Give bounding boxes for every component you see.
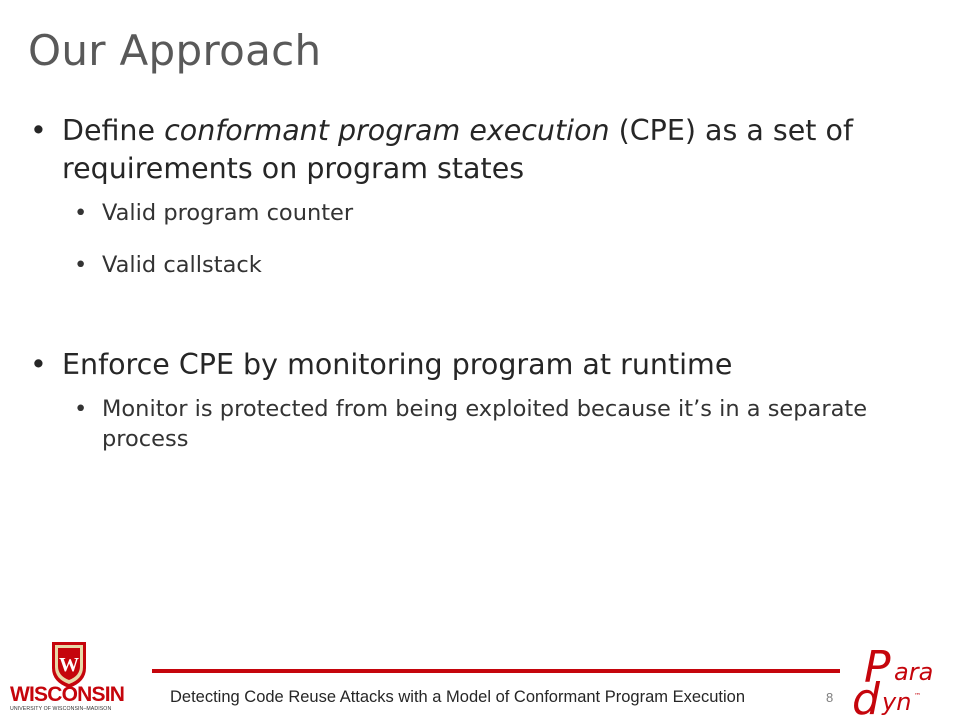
paradyn-logo-icon (846, 640, 946, 718)
bullet-1-sublist (30, 198, 930, 280)
svg-text:W: W (59, 654, 79, 676)
uw-wordmark: WISCONSIN (10, 683, 125, 706)
svg-text:d: d (852, 674, 880, 718)
bullet-list (30, 112, 930, 454)
bullet-1-text-c: (CPE) as a set of requirements on program states (62, 114, 854, 185)
sub-bullet-2-1: • Monitor is protected from being exploited because it’s in a separate process (30, 394, 930, 454)
bullet-2 (30, 346, 930, 384)
svg-text:P: P (864, 642, 891, 693)
bullet-2-sublist (30, 394, 930, 454)
footer-divider (152, 669, 840, 673)
bullet-1 (30, 112, 930, 188)
bullet-1-text-a: Define (62, 114, 165, 147)
paradyn-tm: ™ (914, 692, 921, 700)
paradyn-bottom-text: yn (882, 688, 912, 716)
slide-title: Our Approach (28, 26, 322, 75)
sub-bullet-1-2: • Valid callstack (30, 250, 930, 280)
sub-bullet-1-1: • Valid program counter (30, 198, 930, 228)
page-number: 8 (826, 690, 834, 705)
footer-title: Detecting Code Reuse Attacks with a Model of Conformant Program Execution (170, 688, 746, 706)
bullet-1-text-b: conformant program execution (164, 114, 610, 147)
uw-subtext: UNIVERSITY OF WISCONSIN–MADISON (10, 706, 112, 712)
bullet-2-text: Enforce CPE by monitoring program at runtime (62, 348, 733, 381)
paradyn-top-text: ara (894, 658, 934, 686)
